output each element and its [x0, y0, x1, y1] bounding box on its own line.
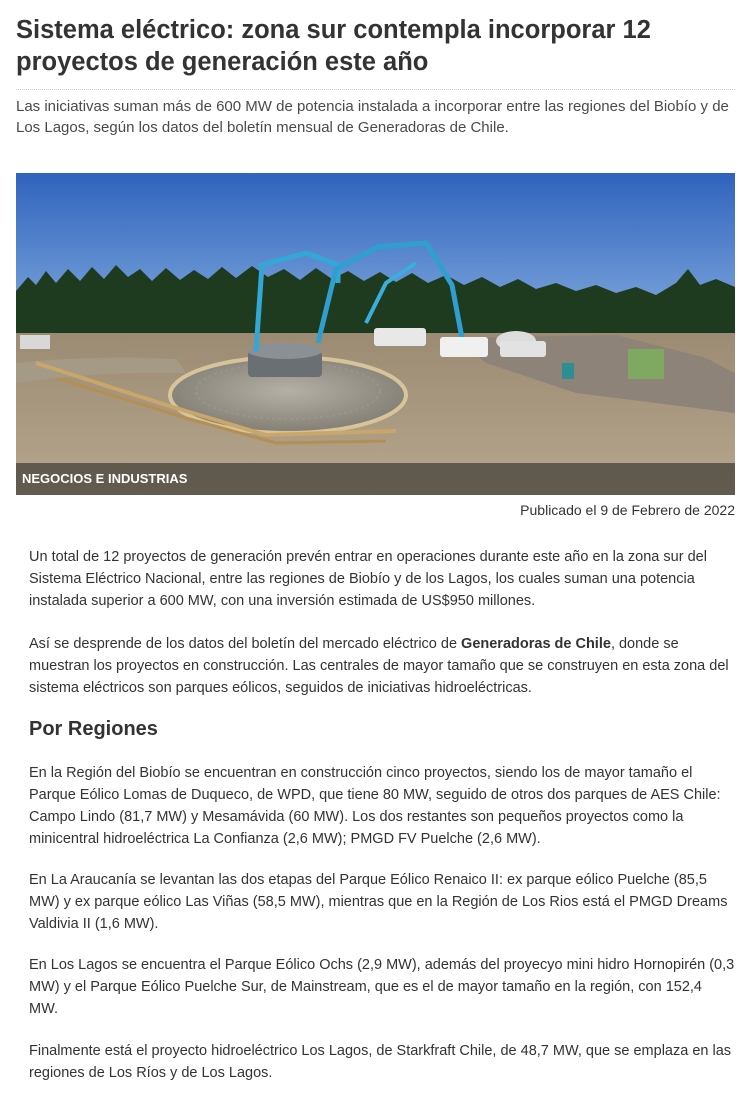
- paragraph-2-after: , donde se muestran los proyectos en construcción. Las centrales de mayor tamaño que se construyen en esta zona del sistema eléctricos son parques eólicos, seguidos de iniciativas hidroeléctricas.: [29, 636, 729, 696]
- headline-divider: [16, 89, 735, 90]
- site-container: [628, 349, 664, 379]
- blue-tank: [562, 363, 574, 379]
- concrete-truck-3: [500, 341, 546, 357]
- article-dek: Las iniciativas suman más de 600 MW de potencia instalada a incorporar entre las regiones del Biobío y de Los Lagos, según los datos del boletín mensual de Generadoras de Chile.: [16, 98, 729, 136]
- publish-date: Publicado el 9 de Febrero de 2022: [520, 502, 735, 518]
- article-headline: Sistema eléctrico: zona sur contempla incorporar 12 proyectos de generación este año: [16, 16, 651, 76]
- anchor-cage-top: [248, 343, 322, 359]
- section-title: Por Regiones: [29, 718, 158, 740]
- site-shed: [20, 335, 50, 349]
- concrete-truck-1: [374, 328, 426, 346]
- category-label[interactable]: NEGOCIOS E INDUSTRIAS: [22, 471, 188, 486]
- paragraph-3: En la Región del Biobío se encuentran en construcción cinco proyectos, siendo los de mayor tamaño el Parque Eólico Lomas de Duqueco, de WPD, que tiene 80 MW, seguido de otros dos parques de AES Chile: Campo Lindo (81,7 MW) y Mesamávida (60 MW). Los dos restantes son pequeños proyectos como la minicentral hidroeléctrica La Confianza (2,6 MW); PMGD FV Puelche (2,6 MW).: [29, 765, 721, 847]
- generadoras-link[interactable]: Generadoras de Chile: [461, 636, 611, 652]
- paragraph-2-before: Así se desprende de los datos del boletín del mercado eléctrico de: [29, 636, 462, 652]
- paragraph-5: En Los Lagos se encuentra el Parque Eólico Ochs (2,9 MW), además del proyecyo mini hidro Hornopirén (0,3 MW) y el Parque Eólico Puelche Sur, de Mainstream, que es el de mayor tamaño en la región, con 152,4 MW.: [29, 957, 735, 1017]
- concrete-truck-2: [440, 337, 488, 357]
- paragraph-1: Un total de 12 proyectos de generación prevén entrar en operaciones durante este año en la zona sur del Sistema Eléctrico Nacional, entre las regiones de Biobío y de los Lagos, los cuales suman una potencia instalada superior a 600 MW, con una inversión estimada de US$950 millones.: [29, 549, 707, 609]
- construction-site-illustration: [16, 173, 735, 495]
- paragraph-2: [29, 633, 735, 699]
- category-band: [16, 463, 735, 495]
- paragraph-4: En La Araucanía se levantan las dos etapas del Parque Eólico Renaico II: ex parque eólico Puelche (85,5 MW) y ex parque eólico Las Viñas (58,5 MW), mientras que en la Región de Los Rios está el PMGD Dreams Valdivia II (1,6 MW).: [29, 872, 728, 932]
- article-photo: [16, 173, 735, 495]
- paragraph-6: Finalmente está el proyecto hidroeléctrico Los Lagos, de Starkfraft Chile, de 48,7 MW, que se emplaza en las regiones de Los Ríos y de Los Lagos.: [29, 1043, 732, 1081]
